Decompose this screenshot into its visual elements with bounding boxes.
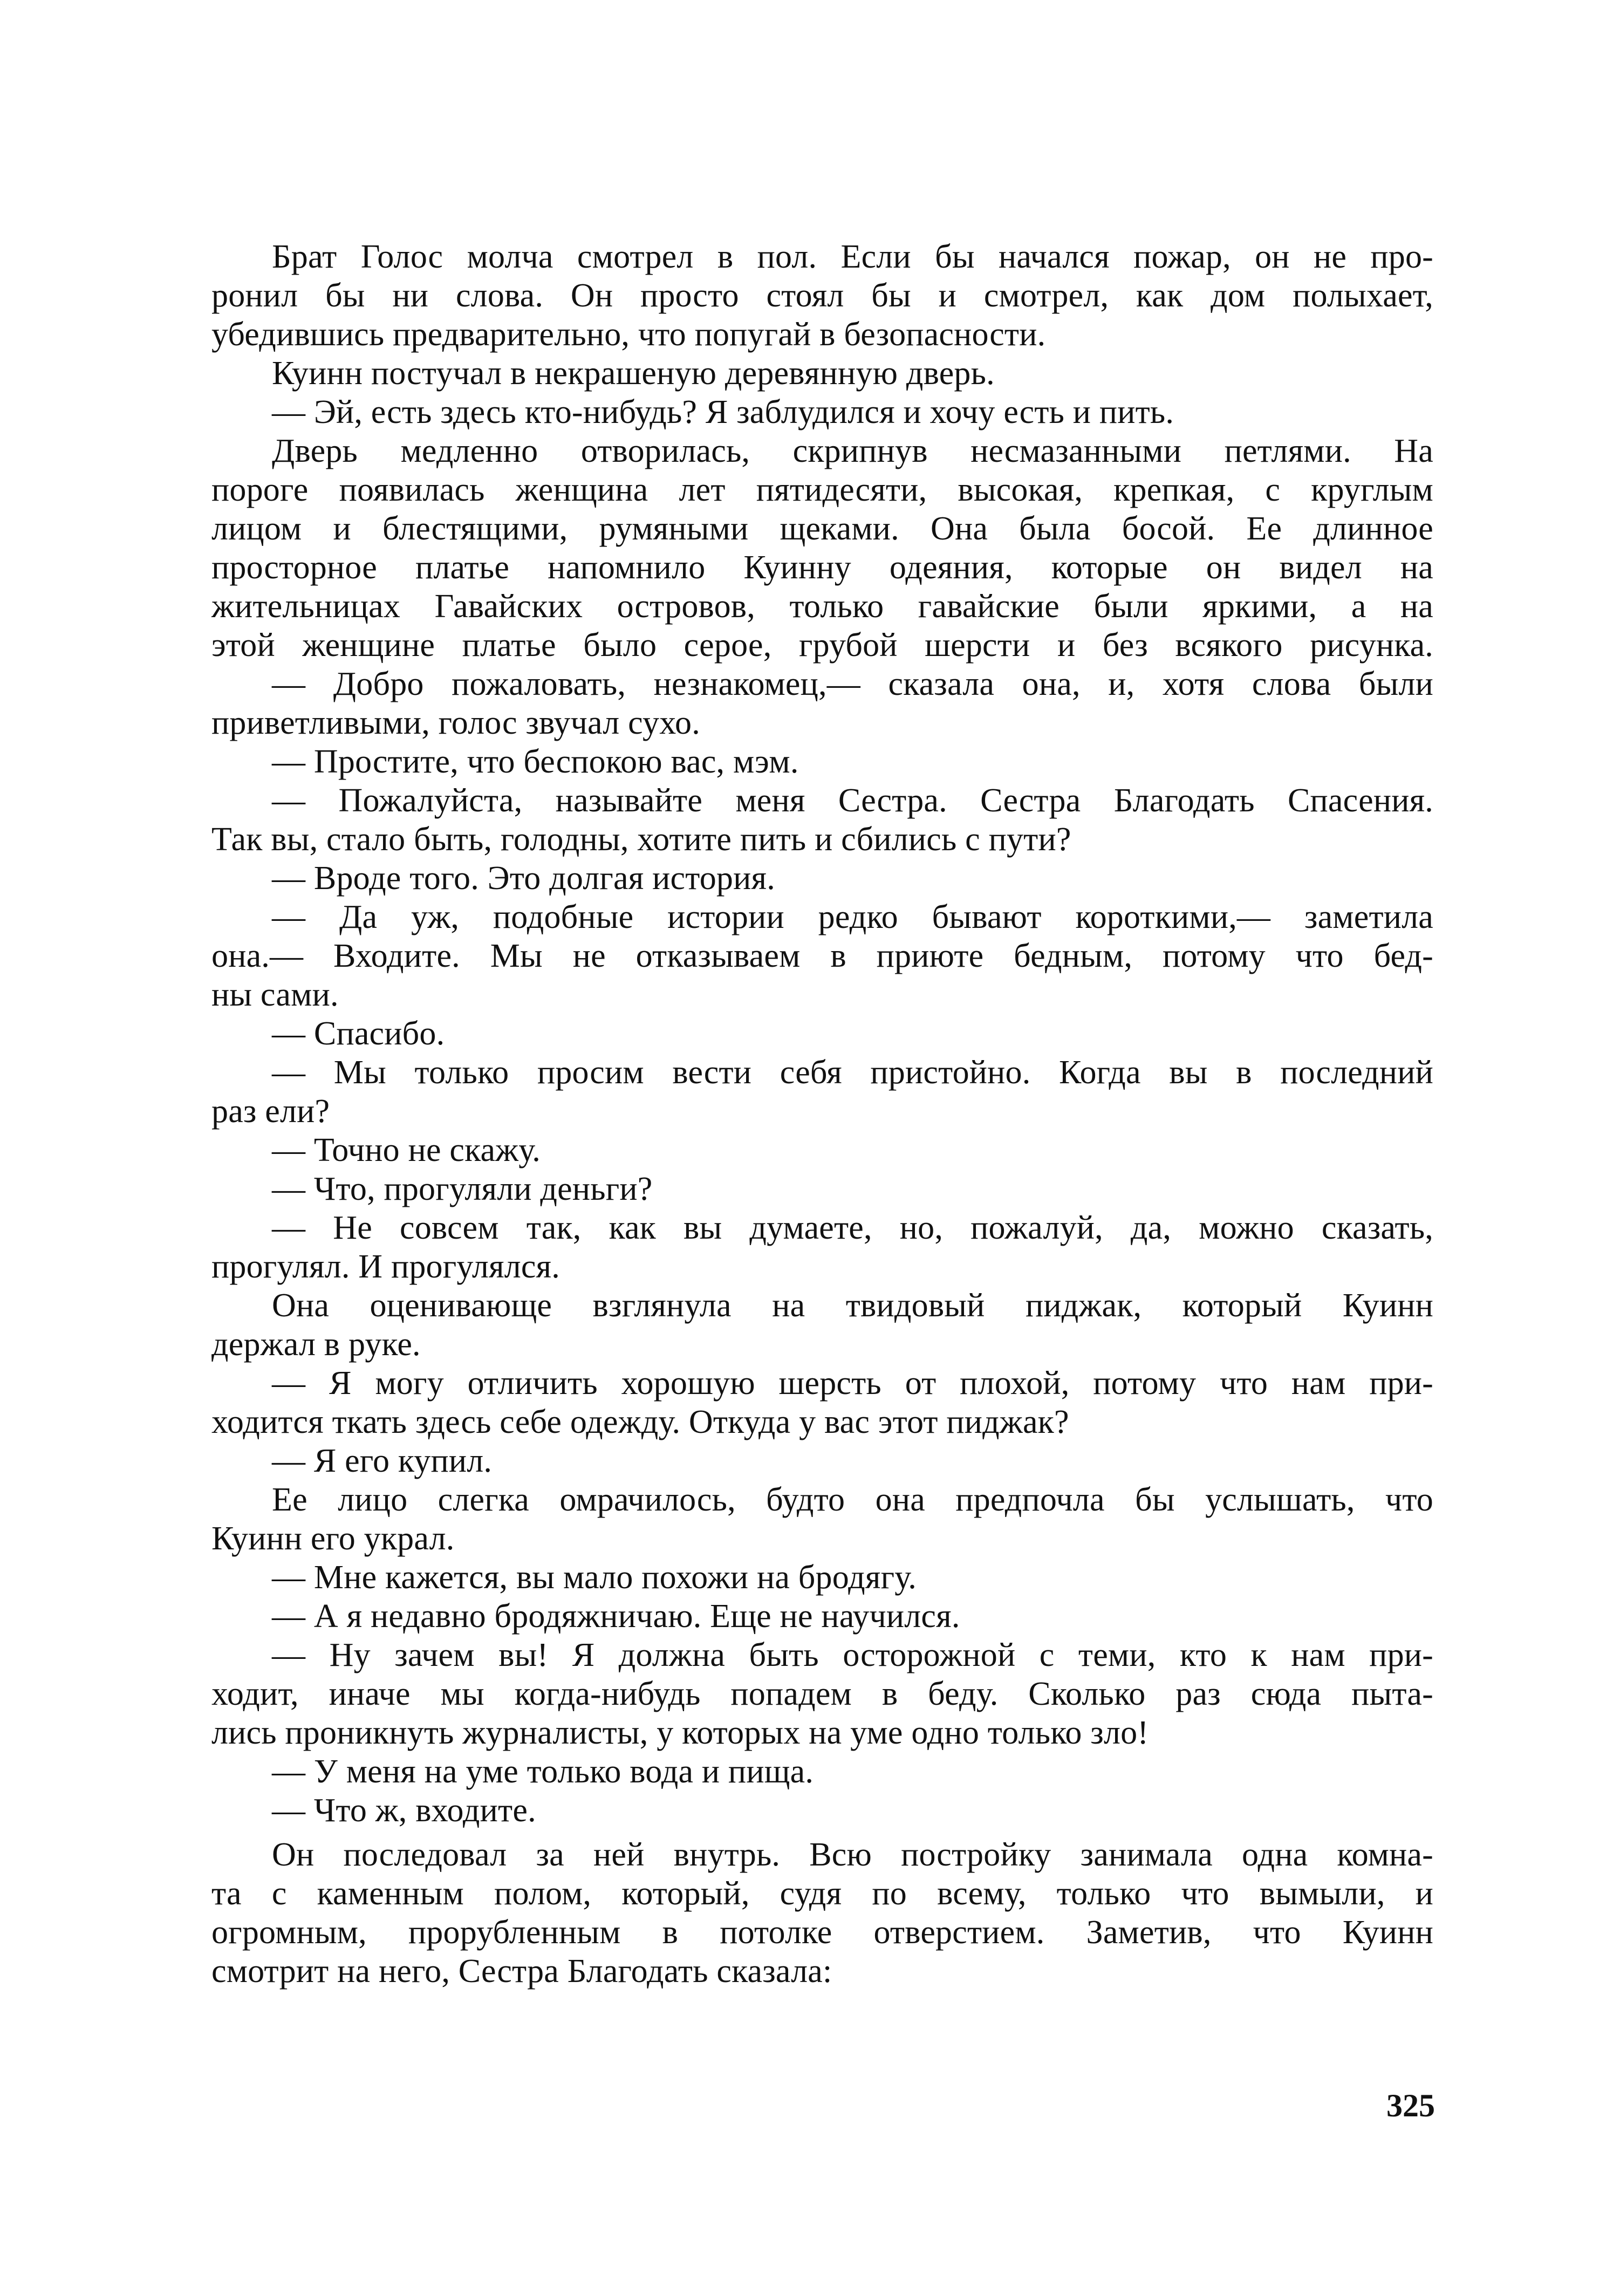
text-line: — У меня на уме только вода и пища. [272,1753,814,1790]
text-line: Куинн его украл. [211,1520,455,1557]
text-line: — Что, прогуляли деньги? [272,1171,653,1207]
text-line: Так вы, стало быть, голодны, хотите пить и сбились с пути? [211,821,1071,858]
text-line: раз ели? [211,1093,330,1130]
text-line: ны сами. [211,976,339,1013]
text-line: держал в руке. [211,1326,421,1363]
text-line: Брат Голос молча смотрел в пол. Если бы начался пожар, он не про- [272,238,1433,275]
text-line: этой женщине платье было серое, грубой шерсти и без всякого рисунка. [211,627,1433,664]
text-line: Она оценивающе взглянула на твидовый пиджак, который Куинн [272,1287,1433,1324]
text-line: она.— Входите. Мы не отказываем в приюте бедным, потому что бед- [211,938,1433,974]
text-line: ходится ткать здесь себе одежду. Откуда у вас этот пиджак? [211,1404,1069,1440]
text-line: — А я недавно бродяжничаю. Еще не научился. [272,1598,960,1635]
text-line: — Спасибо. [272,1015,445,1052]
text-line: та с каменным полом, который, судя по всему, только что вымыли, и [211,1875,1433,1912]
text-line: убедившись предварительно, что попугай в безопасности. [211,316,1046,353]
text-line: — Мы только просим вести себя пристойно. Когда вы в последний [272,1054,1433,1091]
text-line: Он последовал за ней внутрь. Всю постройку занимала одна комна- [272,1836,1433,1873]
text-line: жительницах Гавайских островов, только гавайские были яркими, а на [211,588,1433,625]
text-line: — Точно не скажу. [272,1132,541,1168]
page-number: 325 [1386,2088,1435,2123]
text-line: — Пожалуйста, называйте меня Сестра. Сестра Благодать Спасения. [272,782,1433,819]
text-line: Ее лицо слегка омрачилось, будто она предпочла бы услышать, что [272,1481,1433,1518]
text-line: — Эй, есть здесь кто-нибудь? Я заблудился и хочу есть и пить. [272,394,1174,430]
text-line: — Добро пожаловать, незнакомец,— сказала она, и, хотя слова были [272,666,1433,702]
text-line: — Что ж, входите. [272,1792,536,1829]
text-line: — Мне кажется, вы мало похожи на бродягу. [272,1559,917,1596]
text-line: — Простите, что беспокою вас, мэм. [272,743,799,780]
text-line: — Вроде того. Это долгая история. [272,860,775,897]
text-line: — Да уж, подобные истории редко бывают короткими,— заметила [272,899,1433,935]
text-line: просторное платье напомнило Куинну одеяния, которые он видел на [211,549,1433,586]
text-line: смотрит на него, Сестра Благодать сказала: [211,1953,832,1990]
text-line: — Я его купил. [272,1443,493,1479]
text-line: огромным, прорубленным в потолке отверстием. Заметив, что Куинн [211,1914,1433,1951]
text-line: Дверь медленно отворилась, скрипнув несмазанными петлями. На [272,433,1433,469]
text-line: ронил бы ни слова. Он просто стоял бы и смотрел, как дом полыхает, [211,277,1433,314]
text-line: ходит, иначе мы когда-нибудь попадем в беду. Сколько раз сюда пыта- [211,1676,1433,1712]
text-line: — Не совсем так, как вы думаете, но, пожалуй, да, можно сказать, [272,1210,1433,1246]
text-line: прогулял. И прогулялся. [211,1248,560,1285]
text-line: лицом и блестящими, румяными щеками. Она была босой. Ее длинное [211,510,1433,547]
text-line: Куинн постучал в некрашеную деревянную дверь. [272,355,995,392]
text-line: — Ну зачем вы! Я должна быть осторожной с теми, кто к нам при- [272,1637,1433,1673]
text-line: приветливыми, голос звучал сухо. [211,705,700,741]
text-line: — Я могу отличить хорошую шерсть от плохой, потому что нам при- [272,1365,1433,1402]
text-line: пороге появилась женщина лет пятидесяти, высокая, крепкая, с круглым [211,472,1433,508]
text-line: лись проникнуть журналисты, у которых на уме одно только зло! [211,1714,1149,1751]
